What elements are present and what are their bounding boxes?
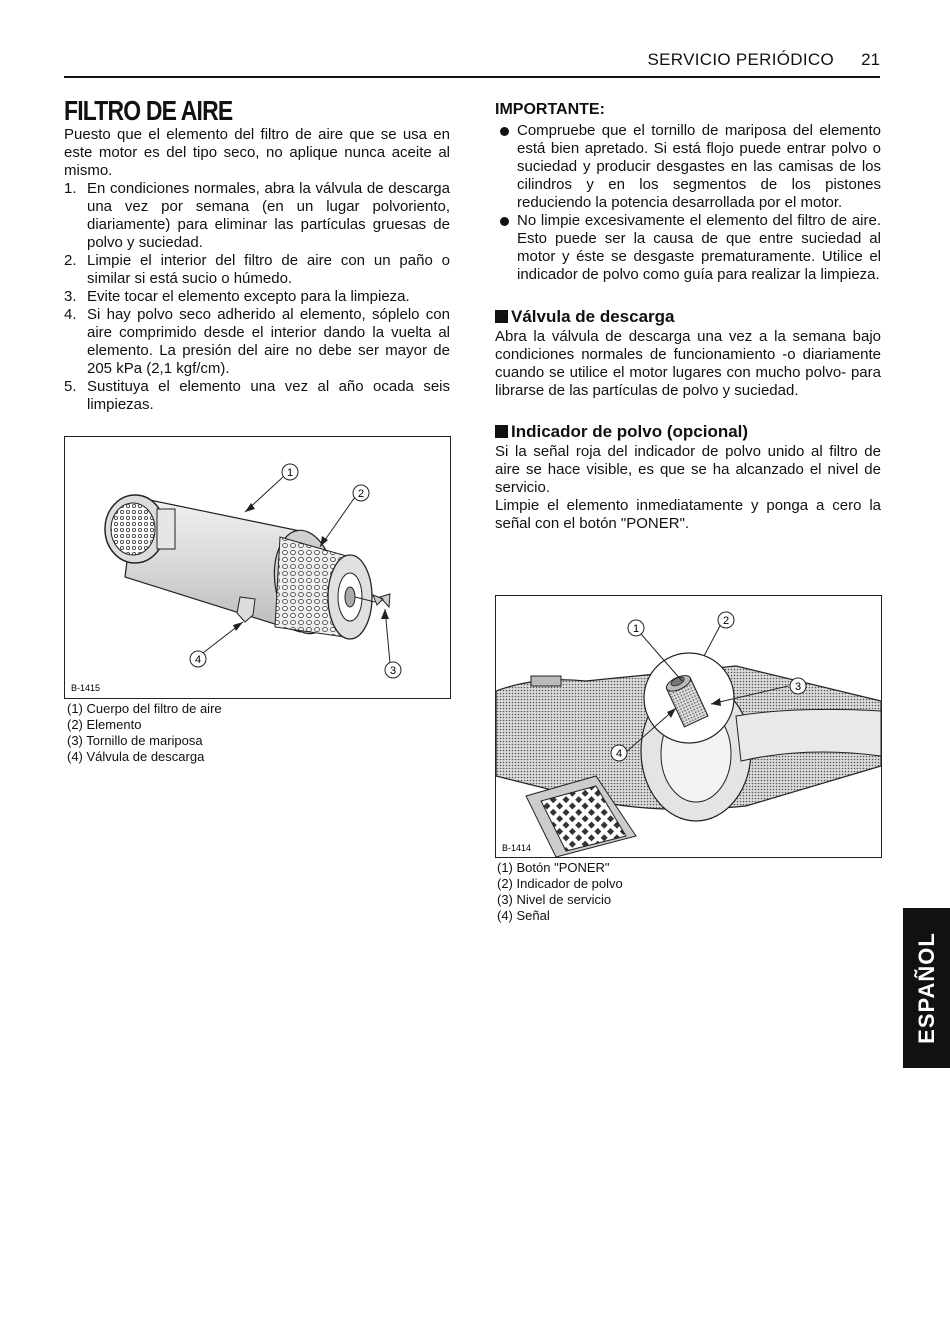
callout-1 <box>628 620 644 636</box>
page-heading: FILTRO DE AIRE <box>64 95 233 126</box>
caption-item: (4) Válvula de descarga <box>67 749 205 764</box>
indicator-paragraph-1: Si la señal roja del indicador de polvo unido al filtro de aire se hace visible, es que se ha alcanzado el nivel de servicio. <box>495 443 881 496</box>
caption-item: (3) Tornillo de mariposa <box>67 733 203 748</box>
page-header <box>64 48 880 78</box>
important-text: Compruebe que el tornillo de mariposa del elemento está bien apretado. Si está flojo puede entrar polvo o suciedad y producir desgastes en las camisas de los cilindros y en los segmentos de los pistones reduciendo la potencia desarrollada por el motor. <box>517 122 881 211</box>
right-figure-captions <box>497 860 623 924</box>
indicator-heading: Indicador de polvo (opcional) <box>495 421 881 443</box>
step-number: 5. <box>64 378 77 395</box>
intro-paragraph: Puesto que el elemento del filtro de aire que se usa en este motor es del tipo seco, no aplique nunca aceite al mismo. <box>64 126 450 179</box>
svg-text:1: 1 <box>286 467 294 479</box>
step-number: 4. <box>64 306 77 323</box>
step-item <box>64 180 450 252</box>
step-item <box>64 288 450 306</box>
valve-heading: Válvula de descarga <box>495 306 881 328</box>
step-number: 3. <box>64 288 77 305</box>
air-filter-illustration <box>65 437 450 698</box>
page-number: 21 <box>861 50 880 69</box>
valve-paragraph: Abra la válvula de descarga una vez a la semana bajo condiciones normales de funcionamiento -o diariamente cuando se utilice el motor lugares con mucho polvo- para librarse de las partículas de polvo y suciedad. <box>495 328 881 399</box>
important-item <box>495 122 881 212</box>
square-bullet-icon <box>495 425 508 438</box>
step-text: Limpie el interior del filtro de aire con un paño o similar si está sucio o húmedo. <box>87 252 450 287</box>
square-bullet-icon <box>495 310 508 323</box>
air-filter-figure <box>64 436 451 699</box>
left-figure-captions <box>67 701 222 765</box>
svg-text:2: 2 <box>722 615 730 627</box>
callout-4 <box>190 651 206 667</box>
callout-1 <box>282 464 298 480</box>
left-column <box>64 96 450 414</box>
figure-code: B-1414 <box>502 843 532 853</box>
caption-item: (2) Elemento <box>67 717 142 732</box>
step-number: 2. <box>64 252 77 269</box>
right-column <box>495 100 881 533</box>
svg-text:3: 3 <box>389 665 397 677</box>
caption-item: (3) Nivel de servicio <box>497 892 612 907</box>
language-tab <box>903 908 950 1068</box>
callout-3 <box>790 678 806 694</box>
step-text: Evite tocar el elemento excepto para la limpieza. <box>87 288 410 305</box>
important-item <box>495 212 881 284</box>
callout-4 <box>611 745 627 761</box>
svg-text:3: 3 <box>794 681 802 693</box>
dust-indicator-figure <box>495 595 882 858</box>
step-text: En condiciones normales, abra la válvula de descarga una vez por semana (en un lugar polvoriento, diariamente) para eliminar las partículas gruesas de polvo y suciedad. <box>87 180 450 251</box>
callout-3 <box>385 662 401 678</box>
step-item <box>64 378 450 414</box>
indicator-paragraph-2: Limpie el elemento inmediatamente y ponga a cero la señal con el botón "PONER". <box>495 497 881 532</box>
dust-indicator-illustration <box>496 596 881 857</box>
bullet-icon <box>500 217 509 226</box>
step-number: 1. <box>64 180 77 197</box>
important-heading: IMPORTANTE: <box>495 101 605 118</box>
caption-item: (1) Cuerpo del filtro de aire <box>67 701 222 716</box>
caption-item: (2) Indicador de polvo <box>497 876 623 891</box>
step-text: Si hay polvo seco adherido al elemento, sóplelo con aire comprimido desde el interior dando la vuelta al elemento. La presión del aire no debe ser mayor de 205 kPa (2,1 kgf/cm). <box>87 306 450 377</box>
language-tab-label: ESPAÑOL <box>913 932 939 1044</box>
figure-code: B-1415 <box>71 683 101 693</box>
svg-text:4: 4 <box>615 748 623 760</box>
callout-2 <box>353 485 369 501</box>
caption-item: (1) Botón "PONER" <box>497 860 610 875</box>
step-item <box>64 306 450 378</box>
section-title: SERVICIO PERIÓDICO <box>647 50 834 69</box>
step-item <box>64 252 450 288</box>
bullet-icon <box>500 127 509 136</box>
steps-list <box>64 180 450 414</box>
important-text: No limpie excesivamente el elemento del filtro de aire. Esto puede ser la causa de que entre suciedad al motor y éste se desgaste prematuramente. Utilice el indicador de polvo como guía para realizar la limpieza. <box>517 212 881 283</box>
svg-text:2: 2 <box>357 488 365 500</box>
callout-2 <box>718 612 734 628</box>
svg-text:1: 1 <box>632 623 640 635</box>
svg-text:4: 4 <box>194 654 202 666</box>
step-text: Sustituya el elemento una vez al año ocada seis limpiezas. <box>87 378 450 413</box>
caption-item: (4) Señal <box>497 908 550 923</box>
important-list <box>495 122 881 284</box>
